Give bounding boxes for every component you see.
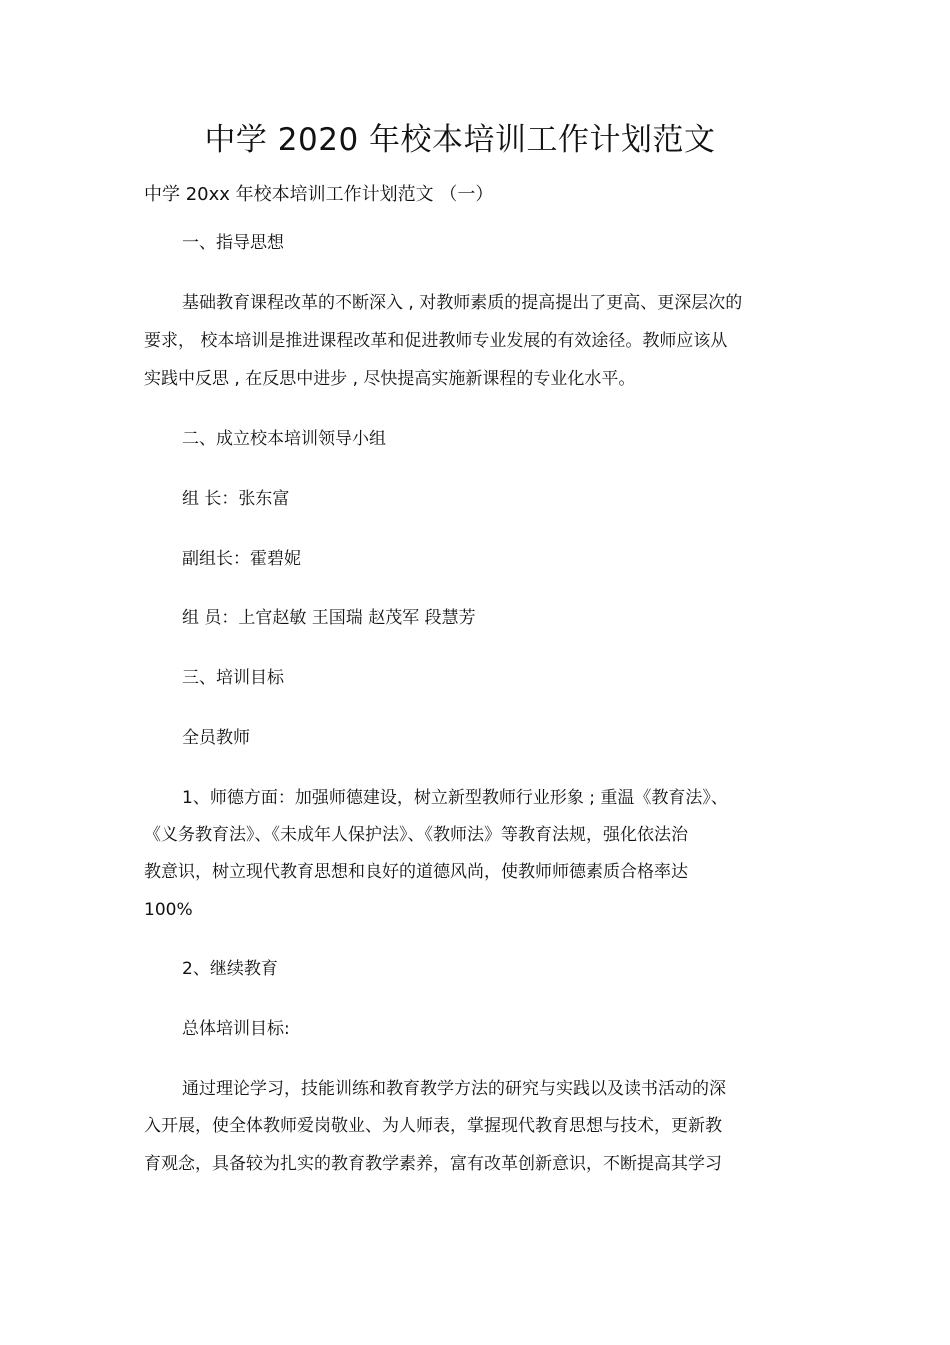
paragraph-line: 通过理论学习，技能训练和教育教学方法的研究与实践以及读书活动的深 xyxy=(182,1079,726,1099)
paragraph-line: 实践中反思 , 在反思中进步 , 尽快提高实施新课程的专业化水平。 xyxy=(144,369,636,389)
deputy-group-leader: 副组长：霍碧妮 xyxy=(182,549,301,569)
group-leader: 组 长：张东富 xyxy=(182,489,290,509)
paragraph-line: 全员教师 xyxy=(182,728,250,748)
paragraph-line: 《义务教育法》、《未成年人保护法》、《教师法》等教育法规，强化依法治 xyxy=(144,825,688,845)
section-heading-training-goals: 三、培训目标 xyxy=(182,668,284,688)
paragraph-line: 教意识，树立现代教育思想和良好的道德风尚，使教师师德素质合格率达 xyxy=(144,862,688,882)
section-heading-guiding-thought: 一、指导思想 xyxy=(182,233,284,253)
paragraph-line: 基础教育课程改革的不断深入 , 对教师素质的提高提出了更高、更深层次的 xyxy=(182,293,743,313)
paragraph-line: 入开展，使全体教师爱岗敬业、为人师表，掌握现代教育思想与技术，更新教 xyxy=(144,1116,722,1136)
group-members: 组 员：上官赵敏 王国瑞 赵茂军 段慧芳 xyxy=(182,608,476,628)
paragraph-line: 100% xyxy=(144,900,193,920)
section-heading-leadership-group: 二、成立校本培训领导小组 xyxy=(182,429,386,449)
paragraph-line: 1、师德方面：加强师德建设，树立新型教师行业形象 ; 重温《教育法》、 xyxy=(182,788,728,808)
subheading-overall-goals: 总体培训目标: xyxy=(182,1019,290,1039)
document-title: 中学 2020 年校本培训工作计划范文 xyxy=(204,122,716,158)
document-subtitle: 中学 20xx 年校本培训工作计划范文 （一） xyxy=(144,184,494,205)
subheading-continuing-education: 2、继续教育 xyxy=(182,959,278,979)
paragraph-line: 要求， 校本培训是推进课程改革和促进教师专业发展的有效途径。教师应该从 xyxy=(144,331,728,351)
paragraph-line: 育观念，具备较为扎实的教育教学素养，富有改革创新意识，不断提高其学习 xyxy=(144,1154,722,1174)
